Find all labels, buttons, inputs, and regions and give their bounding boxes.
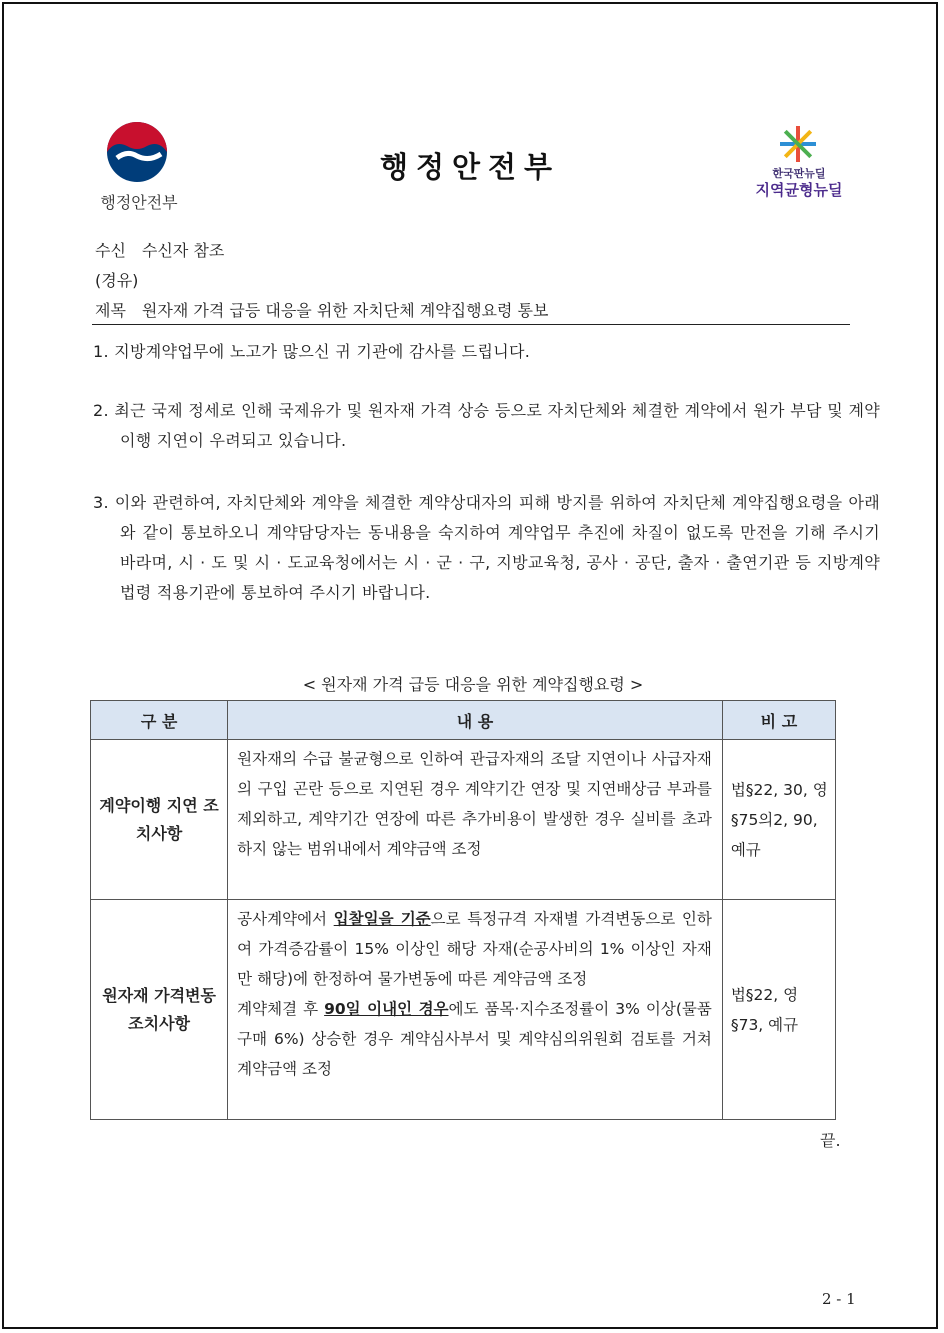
end-mark: 끝.: [820, 1131, 841, 1150]
emphasis-bid-date: 입찰일을 기준: [333, 910, 431, 928]
subject-line: [95, 298, 548, 321]
row-content: 원자재의 수급 불균형으로 인하여 관급자재의 조달 지연이나 사급자재의 구입 곤란 등으로 지연된 경우 계약기간 연장 및 지연배상금 부과를 제외하고, 계약기간 연장에 따른 추가비용이 발생한 경우 실비를 초과하지 않는 범위내에서 계약금액 조정: [228, 740, 723, 900]
content-item-b: 계약체결 후 90일 이내인 경우에도 품목·지수조정률이 3% 이상(물품구매 6%) 상승한 경우 계약심사부서 및 계약심의위원회 검토를 거쳐 계약금액 조정: [237, 1000, 712, 1078]
new-deal-big-label: 지역균형뉴딜: [755, 181, 843, 199]
row-category: 계약이행 지연 조치사항: [91, 740, 228, 900]
ministry-logo-label: 행정안전부: [100, 193, 178, 212]
new-deal-logo-icon: [776, 126, 820, 162]
emphasis-90-days: 90일 이내인 경우: [324, 1000, 449, 1018]
table-caption: < 원자재 가격 급등 대응을 위한 계약집행요령 >: [302, 675, 644, 694]
receiver-value: 수신자 참조: [141, 241, 225, 260]
paragraph-1: 1. 지방계약업무에 노고가 많으신 귀 기관에 감사를 드립니다.: [93, 342, 531, 361]
table-row: [91, 900, 836, 1120]
page-number: 2 - 1: [822, 1290, 856, 1308]
row-content: [228, 900, 723, 1120]
content-item-a: 공사계약에서 입찰일을 기준으로 특정규격 자재별 가격변동으로 인하여 가격증감률이 15% 이상인 해당 자재(순공사비의 1% 이상인 자재만 해당)에 한정하여 물가변동에 따른 계약금액 조정: [237, 910, 712, 988]
header-content: 내 용: [228, 701, 723, 740]
paragraph-3: 3. 이와 관련하여, 자치단체와 계약을 체결한 계약상대자의 피해 방지를 위하여 자치단체 계약집행요령을 아래와 같이 통보하오니 계약담당자는 동내용을 숙지하여 계약업무 추진에 차질이 없도록 만전을 기해 주시기 바라며, 시 · 도 및 시 · 도교육청에서는 시 · 군 · 구, 지방교육청, 공사 · 공단, 출자 · 출연기관 등 지방계약법령 적용기관에 통보하여 주시기 바랍니다.: [93, 493, 880, 602]
receiver-line: [95, 238, 224, 261]
header-divider: [92, 324, 850, 325]
row-note: 법§22, 30, 영§75의2, 90, 예규: [722, 740, 835, 900]
header-category: 구 분: [91, 701, 228, 740]
guideline-table: [90, 700, 836, 1120]
government-emblem-icon: [105, 120, 169, 184]
via-line: (경유): [95, 271, 139, 290]
receiver-label: 수신: [95, 241, 126, 260]
subject-label: 제목: [95, 301, 126, 320]
row-category: 원자재 가격변동 조치사항: [91, 900, 228, 1120]
paragraph-2: 2. 최근 국제 정세로 인해 국제유가 및 원자재 가격 상승 등으로 자치단체와 체결한 계약에서 원가 부담 및 계약이행 지연이 우려되고 있습니다.: [93, 401, 880, 450]
document-title: 행정안전부: [379, 150, 561, 184]
table-header-row: [91, 701, 836, 740]
table-row: [91, 740, 836, 900]
new-deal-small-label: 한국판뉴딜: [772, 167, 826, 180]
header-note: 비 고: [722, 701, 835, 740]
row-note: 법§22, 영§73, 예규: [722, 900, 835, 1120]
subject-value: 원자재 가격 급등 대응을 위한 자치단체 계약집행요령 통보: [141, 301, 549, 320]
